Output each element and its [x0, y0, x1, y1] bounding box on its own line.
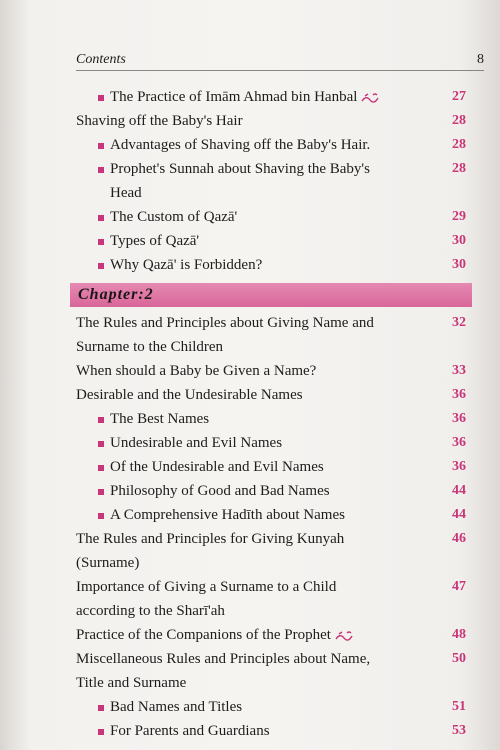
toc-entry-page: 28 [452, 161, 466, 176]
toc-entry-label: The Custom of Qazā' [110, 209, 238, 225]
square-bullet-icon [98, 417, 104, 423]
header-page-number: 8 [477, 52, 484, 67]
table-of-contents [76, 85, 466, 743]
toc-entry [76, 109, 466, 133]
toc-entry [76, 719, 466, 743]
toc-entry-page: 36 [452, 435, 466, 450]
toc-entry [76, 157, 466, 181]
chapter-label: Chapter:2 [78, 286, 154, 303]
toc-entry-text [76, 599, 466, 623]
toc-entry [76, 205, 466, 229]
toc-entry-page: 28 [452, 137, 466, 152]
toc-entry-label: Surname to the Children [76, 339, 224, 355]
toc-entry-page: 48 [452, 627, 466, 642]
toc-entry-label: Miscellaneous Rules and Principles about Name, [76, 651, 371, 667]
toc-entry [76, 133, 466, 157]
toc-entry-label: Of the Undesirable and Evil Names [110, 459, 324, 475]
toc-entry-text [76, 671, 466, 695]
honorific-calligraphy-icon [361, 92, 381, 104]
toc-entry-label: A Comprehensive Hadīth about Names [110, 507, 345, 523]
toc-entry [76, 671, 466, 695]
toc-entry [76, 647, 466, 671]
toc-entry [76, 503, 466, 527]
toc-entry [76, 527, 466, 551]
toc-entry-page: 32 [452, 315, 466, 330]
toc-entry-text [76, 623, 466, 647]
toc-entry-text [98, 719, 466, 743]
toc-entry-text [76, 527, 466, 551]
toc-entry-text [98, 205, 466, 229]
toc-entry [76, 253, 466, 277]
toc-entry-label: Bad Names and Titles [110, 699, 243, 715]
toc-entry-label: Types of Qazā' [110, 233, 200, 249]
toc-entry-label: Shaving off the Baby's Hair [76, 113, 243, 129]
toc-entry [76, 455, 466, 479]
toc-entry [76, 229, 466, 253]
toc-entry-label: (Surname) [76, 555, 140, 571]
square-bullet-icon [98, 263, 104, 269]
header-title: Contents [76, 52, 126, 67]
page-header [76, 50, 484, 71]
square-bullet-icon [98, 143, 104, 149]
toc-entry-text [76, 311, 466, 335]
toc-entry-text [76, 647, 466, 671]
square-bullet-icon [98, 489, 104, 495]
toc-entry [76, 551, 466, 575]
square-bullet-icon [98, 215, 104, 221]
toc-entry-text [98, 133, 466, 157]
toc-entry [76, 181, 466, 205]
square-bullet-icon [98, 513, 104, 519]
toc-entry-page: 30 [452, 257, 466, 272]
toc-entry-page: 50 [452, 651, 466, 666]
toc-entry [76, 407, 466, 431]
toc-entry-page: 51 [452, 699, 466, 714]
toc-entry-label: Practice of the Companions of the Prophet [76, 627, 331, 643]
toc-entry-label: The Rules and Principles about Giving Name and [76, 315, 374, 331]
toc-entry-label: Desirable and the Undesirable Names [76, 387, 303, 403]
toc-entry-text [98, 85, 466, 109]
chapter-heading [70, 283, 472, 307]
toc-entry-text [98, 253, 466, 277]
square-bullet-icon [98, 239, 104, 245]
toc-entry-label: Undesirable and Evil Names [110, 435, 283, 451]
toc-entry-text [98, 431, 466, 455]
toc-entry-text [76, 359, 466, 383]
toc-entry-text [98, 479, 466, 503]
square-bullet-icon [98, 705, 104, 711]
square-bullet-icon [98, 729, 104, 735]
toc-entry-page: 47 [452, 579, 466, 594]
toc-entry-text [98, 407, 466, 431]
toc-entry-text [76, 335, 466, 359]
toc-entry-page: 44 [452, 507, 466, 522]
square-bullet-icon [98, 95, 104, 101]
toc-entry [76, 85, 466, 109]
toc-entry-page: 36 [452, 387, 466, 402]
square-bullet-icon [98, 167, 104, 173]
toc-entry-text [76, 551, 466, 575]
toc-entry-label: Importance of Giving a Surname to a Child [76, 579, 337, 595]
toc-entry-page: 30 [452, 233, 466, 248]
toc-entry-page: 44 [452, 483, 466, 498]
toc-entry-page: 36 [452, 459, 466, 474]
toc-entry-text [98, 229, 466, 253]
toc-entry-page: 53 [452, 723, 466, 738]
toc-entry-text [98, 455, 466, 479]
toc-entry-text [76, 383, 466, 407]
toc-entry [76, 311, 466, 335]
toc-entry-page: 36 [452, 411, 466, 426]
toc-entry-text [98, 695, 466, 719]
toc-entry-label: Title and Surname [76, 675, 187, 691]
toc-entry-label: Head [110, 185, 142, 201]
toc-entry-text [98, 181, 466, 205]
toc-entry-page: 33 [452, 363, 466, 378]
toc-entry-text [76, 109, 466, 133]
toc-entry-text [98, 503, 466, 527]
toc-entry-text [76, 575, 466, 599]
toc-entry-label: For Parents and Guardians [110, 723, 270, 739]
toc-entry [76, 695, 466, 719]
toc-entry-text [98, 157, 466, 181]
toc-entry-label: The Rules and Principles for Giving Kunyah [76, 531, 345, 547]
toc-entry-page: 27 [452, 89, 466, 104]
honorific-calligraphy-icon [335, 630, 355, 642]
toc-entry [76, 359, 466, 383]
toc-entry-label: Prophet's Sunnah about Shaving the Baby's [110, 161, 370, 177]
toc-entry [76, 383, 466, 407]
toc-entry-page: 29 [452, 209, 466, 224]
toc-entry-label: The Best Names [110, 411, 210, 427]
toc-bottom-list [76, 311, 466, 743]
toc-entry [76, 335, 466, 359]
toc-entry [76, 431, 466, 455]
toc-entry [76, 623, 466, 647]
square-bullet-icon [98, 465, 104, 471]
toc-entry-page: 46 [452, 531, 466, 546]
toc-entry-label: Philosophy of Good and Bad Names [110, 483, 330, 499]
toc-entry [76, 575, 466, 599]
toc-entry-label: Why Qazā' is Forbidden? [110, 257, 263, 273]
toc-entry-label: The Practice of Imām Ahmad bin Hanbal [110, 89, 358, 105]
toc-top-list [76, 85, 466, 277]
toc-entry [76, 599, 466, 623]
square-bullet-icon [98, 441, 104, 447]
toc-entry-label: When should a Baby be Given a Name? [76, 363, 317, 379]
toc-entry-page: 28 [452, 113, 466, 128]
toc-entry-label: according to the Sharī'ah [76, 603, 225, 619]
toc-entry-label: Advantages of Shaving off the Baby's Hair. [110, 137, 371, 153]
toc-entry [76, 479, 466, 503]
